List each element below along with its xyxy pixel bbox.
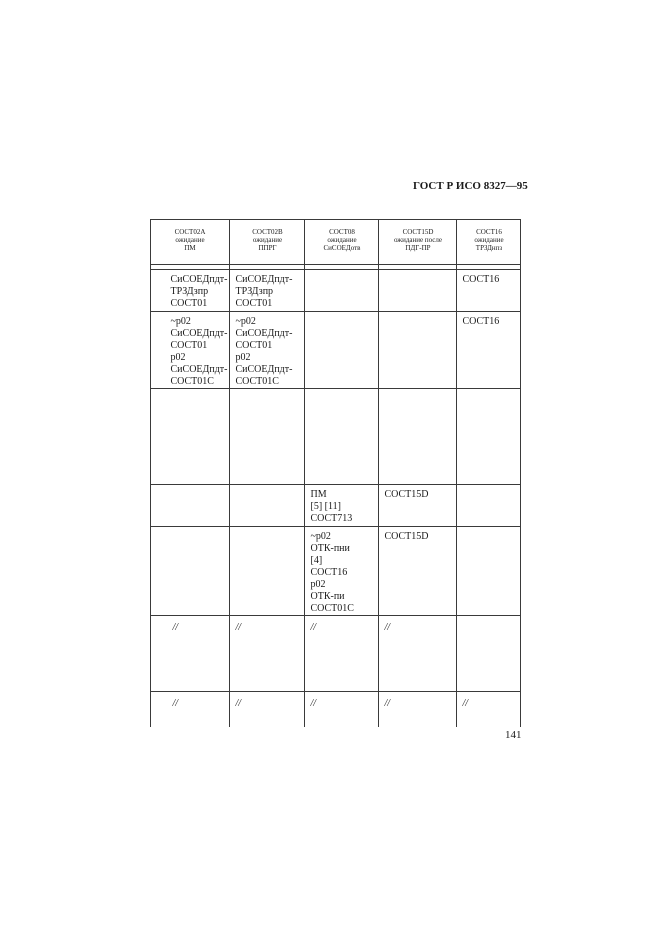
table-cell <box>457 692 521 727</box>
table-cell <box>230 270 305 312</box>
table-cell <box>305 527 379 616</box>
ditto-mark: // <box>310 622 317 633</box>
column-header-label: СОСТ02В ожидание ППРГ <box>252 228 283 252</box>
table-row <box>136 527 521 616</box>
stub-cell <box>136 389 150 485</box>
cell-text: СОСТ16 <box>462 274 500 285</box>
cell-text <box>151 527 230 531</box>
ditto-mark: // <box>172 622 179 633</box>
cell-text: ПМ [5] [11] СОСТ713 <box>310 489 353 524</box>
cell-text: СОСТ16 <box>462 316 500 327</box>
table-row <box>136 312 521 389</box>
cell-text: ~р02 ОТК-пни [4] СОСТ16 р02 ОТК-пи СОСТ01С <box>310 531 354 614</box>
ditto-mark: // <box>310 698 317 709</box>
cell-text <box>230 527 304 531</box>
cell-text <box>379 270 456 274</box>
table-cell <box>379 389 457 485</box>
column-header-label: СОСТ15D ожидание после ПДГ-ПР <box>393 228 443 252</box>
cell-text <box>457 389 520 393</box>
table-cell <box>379 692 457 727</box>
table-cell <box>150 312 230 389</box>
ditto-mark: // <box>235 622 242 633</box>
table-cell <box>379 616 457 692</box>
table-cell <box>379 312 457 389</box>
table-cell <box>150 616 230 692</box>
cell-text <box>379 312 456 316</box>
ditto-mark: // <box>235 698 242 709</box>
table-cell <box>457 485 521 527</box>
stub-cell <box>136 527 150 616</box>
document-header: ГОСТ Р ИСО 8327—95 <box>413 180 528 192</box>
cell-text: ~р02 СиСОЕДпдт- СОСТ01 р02 СиСОЕДпдт- СОСТ01С <box>235 316 293 387</box>
table-cell <box>457 312 521 389</box>
table-cell <box>150 692 230 727</box>
page-number: 141 <box>505 729 522 741</box>
ditto-mark: // <box>384 622 391 633</box>
table-cell <box>230 389 305 485</box>
stub-cell <box>136 312 150 389</box>
stub-cell <box>136 692 150 727</box>
ditto-mark: // <box>172 698 179 709</box>
ditto-mark: // <box>384 698 391 709</box>
table-cell <box>457 389 521 485</box>
table-cell <box>230 616 305 692</box>
column-header <box>305 220 379 265</box>
column-header <box>457 220 521 265</box>
cell-text <box>457 485 520 489</box>
stub-cell <box>136 220 150 265</box>
cell-text: СОСТ15D <box>384 531 429 542</box>
table-cell <box>230 312 305 389</box>
table-cell <box>230 527 305 616</box>
table-cell <box>457 616 521 692</box>
cell-text <box>230 389 304 393</box>
table-row <box>136 616 521 692</box>
stub-cell <box>136 270 150 312</box>
cell-text <box>379 389 456 393</box>
ditto-mark <box>457 616 520 622</box>
table-cell <box>150 389 230 485</box>
table-cell <box>305 312 379 389</box>
state-table <box>136 219 521 727</box>
table-row <box>136 270 521 312</box>
cell-text <box>457 527 520 531</box>
cell-text <box>151 485 230 489</box>
table-row <box>136 485 521 527</box>
table-cell <box>305 616 379 692</box>
table-cell <box>305 485 379 527</box>
header-row <box>136 220 521 265</box>
cell-text: ~р02 СиСОЕДпдт- СОСТ01 р02 СиСОЕДпдт- СОСТ01С <box>170 316 228 387</box>
cell-text: СиСОЕДпдт- ТРЗДзпр СОСТ01 <box>235 274 293 309</box>
column-header-label: СОСТ08 ожидание СиСОЕДотв <box>323 228 361 252</box>
cell-text <box>151 389 230 393</box>
cell-text <box>230 485 304 489</box>
table-cell <box>230 692 305 727</box>
column-header-label: СОСТ16 ожидание ТРЗДнпз <box>474 228 504 252</box>
table-cell <box>379 270 457 312</box>
table-cell <box>379 527 457 616</box>
cell-text: СОСТ15D <box>384 489 429 500</box>
table-cell <box>305 270 379 312</box>
table-row <box>136 389 521 485</box>
cell-text <box>305 389 378 393</box>
column-header <box>379 220 457 265</box>
cell-text: СиСОЕДпдт- ТРЗДзпр СОСТ01 <box>170 274 228 309</box>
table-cell <box>150 527 230 616</box>
column-header <box>150 220 230 265</box>
stub-cell <box>136 485 150 527</box>
ditto-mark: // <box>462 698 469 709</box>
table-cell <box>230 485 305 527</box>
table-cell <box>457 527 521 616</box>
column-header-label: СОСТ02А ожидание ПМ <box>174 228 206 252</box>
table-row <box>136 692 521 727</box>
table-cell <box>305 692 379 727</box>
table-cell <box>150 485 230 527</box>
column-header <box>230 220 305 265</box>
table-cell <box>379 485 457 527</box>
stub-cell <box>136 616 150 692</box>
table-cell <box>150 270 230 312</box>
table-cell <box>305 389 379 485</box>
table-cell <box>457 270 521 312</box>
cell-text <box>305 312 378 316</box>
cell-text <box>305 270 378 274</box>
